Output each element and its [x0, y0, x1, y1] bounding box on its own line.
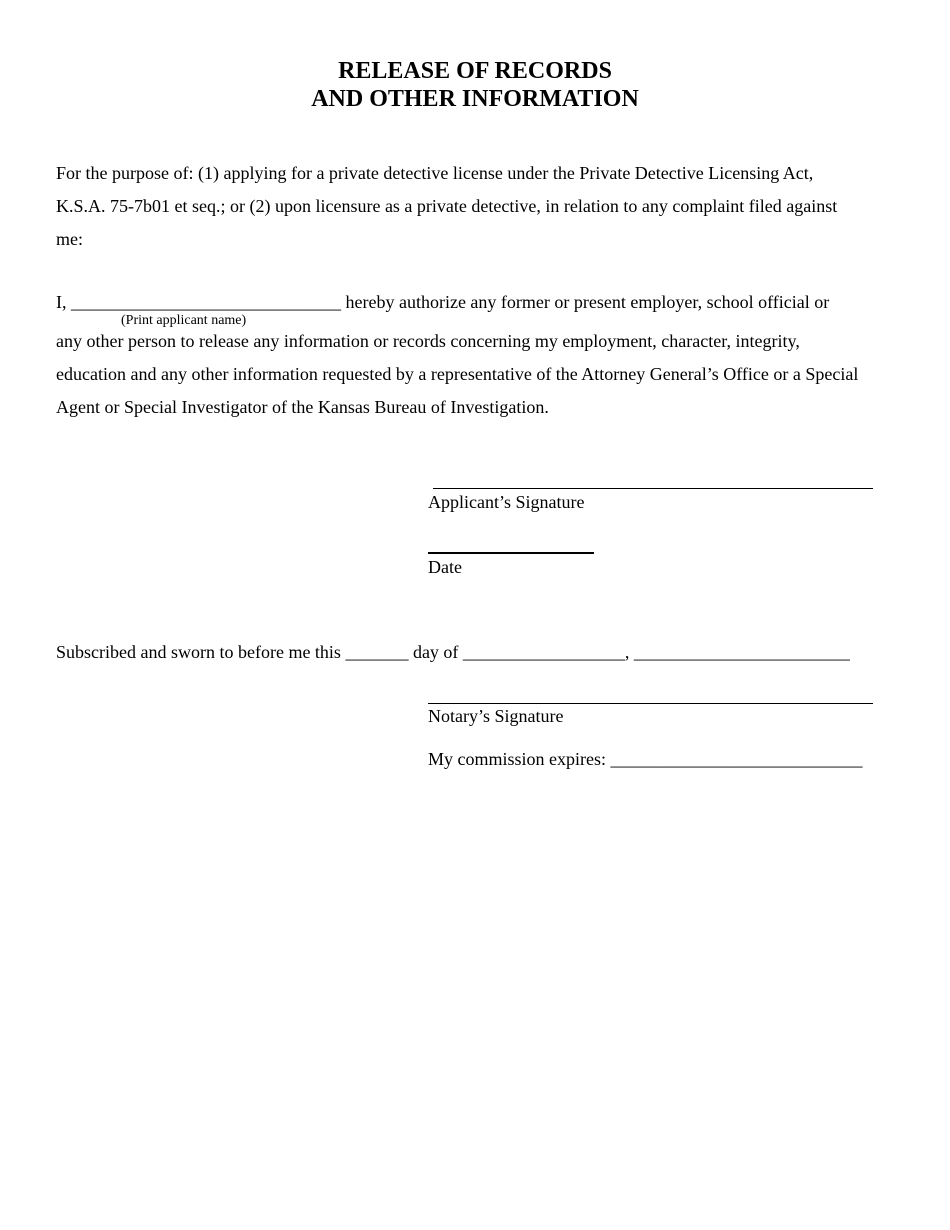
authorization-paragraph-line: Agent or Special Investigator of the Kansas Bureau of Investigation.: [56, 397, 549, 417]
applicant-signature-line[interactable]: [433, 488, 873, 489]
applicant-name-field[interactable]: I, ______________________________ hereby authorize any former or present employer, school official or: [56, 292, 830, 312]
document-title-line-1: RELEASE OF RECORDS: [338, 58, 612, 84]
notary-signature-line[interactable]: [428, 703, 873, 704]
notary-signature-label: Notary’s Signature: [428, 706, 564, 726]
purpose-paragraph-line: me:: [56, 229, 83, 249]
sworn-statement-line[interactable]: Subscribed and sworn to before me this _______ day of __________________, ________________________: [56, 642, 850, 662]
date-label: Date: [428, 557, 462, 577]
applicant-signature-label: Applicant’s Signature: [428, 492, 585, 512]
purpose-paragraph-line: For the purpose of: (1) applying for a private detective license under the Private Detective Licensing Act,: [56, 163, 814, 183]
document-title-line-2: AND OTHER INFORMATION: [311, 86, 639, 112]
authorization-paragraph-line: education and any other information requested by a representative of the Attorney General’s Office or a Special: [56, 364, 859, 384]
date-line[interactable]: [428, 552, 594, 554]
commission-expires-line[interactable]: My commission expires: ____________________________: [428, 749, 863, 769]
print-name-caption: (Print applicant name): [121, 313, 247, 328]
purpose-paragraph-line: K.S.A. 75-7b01 et seq.; or (2) upon licensure as a private detective, in relation to any complaint filed against: [56, 196, 838, 216]
authorization-paragraph-line: any other person to release any information or records concerning my employment, character, integrity,: [56, 331, 800, 351]
